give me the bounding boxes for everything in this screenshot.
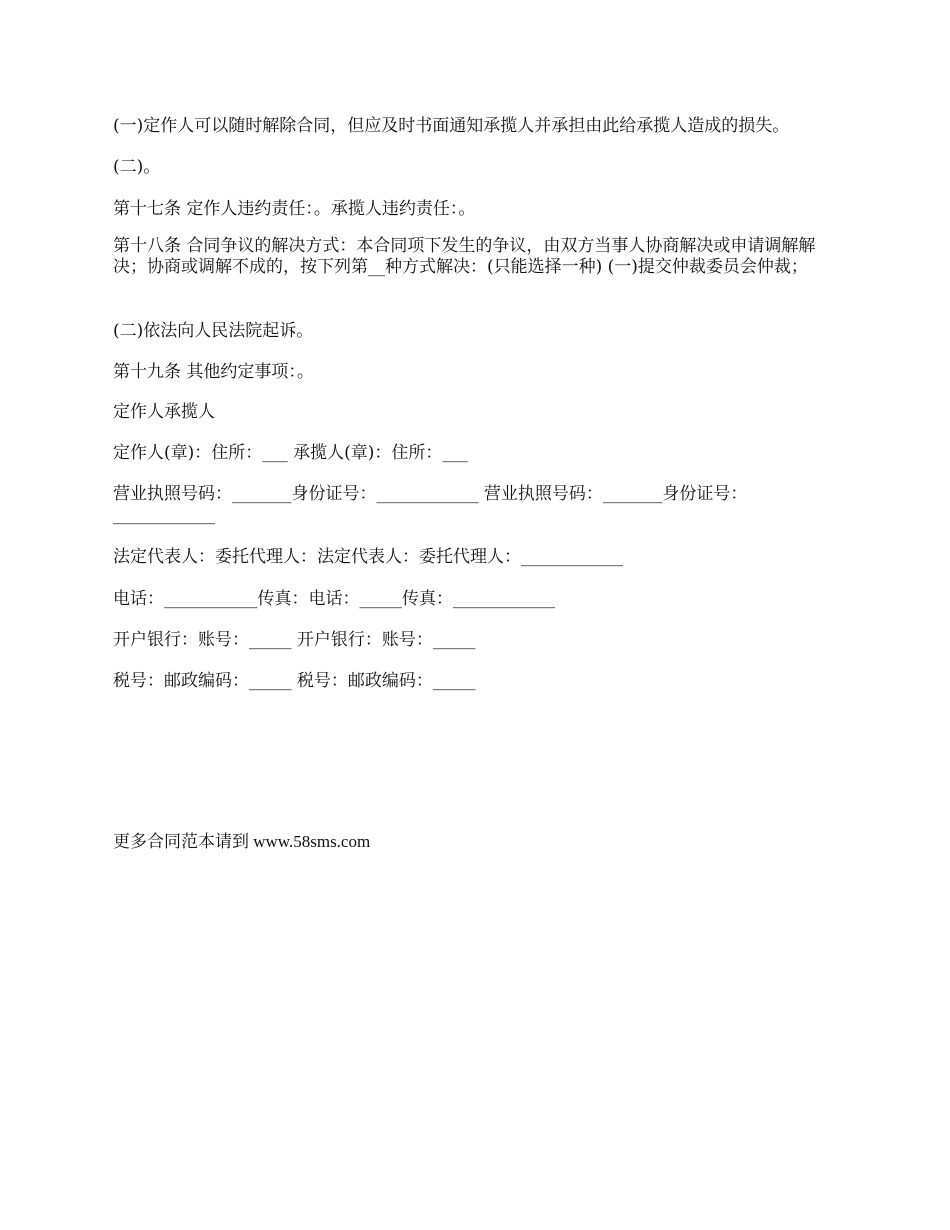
bank-account-line: 开户银行：账号：_____ 开户银行：账号：_____: [113, 630, 476, 650]
paragraph-item-two: (二)。: [113, 157, 161, 177]
representative-line: 法定代表人：委托代理人：法定代表人：委托代理人：____________: [113, 547, 623, 567]
paragraph-termination: (一)定作人可以随时解除合同，但应及时书面通知承揽人并承担由此给承揽人造成的损失。: [113, 116, 790, 136]
footer-link-text: 更多合同范本请到 www.58sms.com: [113, 832, 371, 851]
tax-postal-line: 税号：邮政编码：_____ 税号：邮政编码：_____: [113, 671, 476, 691]
paragraph-article-18: 第十八条 合同争议的解决方式：本合同项下发生的争议，由双方当事人协商解决或申请调解解决；协商或调解不成的，按下列第__种方式解决：(只能选择一种) (一)提交仲裁委员会仲裁；: [113, 236, 816, 277]
paragraph-court: (二)依法向人民法院起诉。: [113, 321, 314, 341]
party-seal-address-line: 定作人(章)：住所：___ 承揽人(章)：住所：___: [113, 443, 468, 463]
license-id-line: 营业执照号码：_______身份证号：____________ 营业执照号码：_______身份证号：____________: [113, 484, 748, 525]
paragraph-article-19: 第十九条 其他约定事项：。: [113, 362, 314, 382]
phone-fax-line: 电话：___________传真：电话：_____传真：____________: [113, 589, 555, 609]
paragraph-article-17: 第十七条 定作人违约责任：。承揽人违约责任：。: [113, 199, 476, 219]
signature-heading: 定作人承揽人: [113, 402, 215, 422]
